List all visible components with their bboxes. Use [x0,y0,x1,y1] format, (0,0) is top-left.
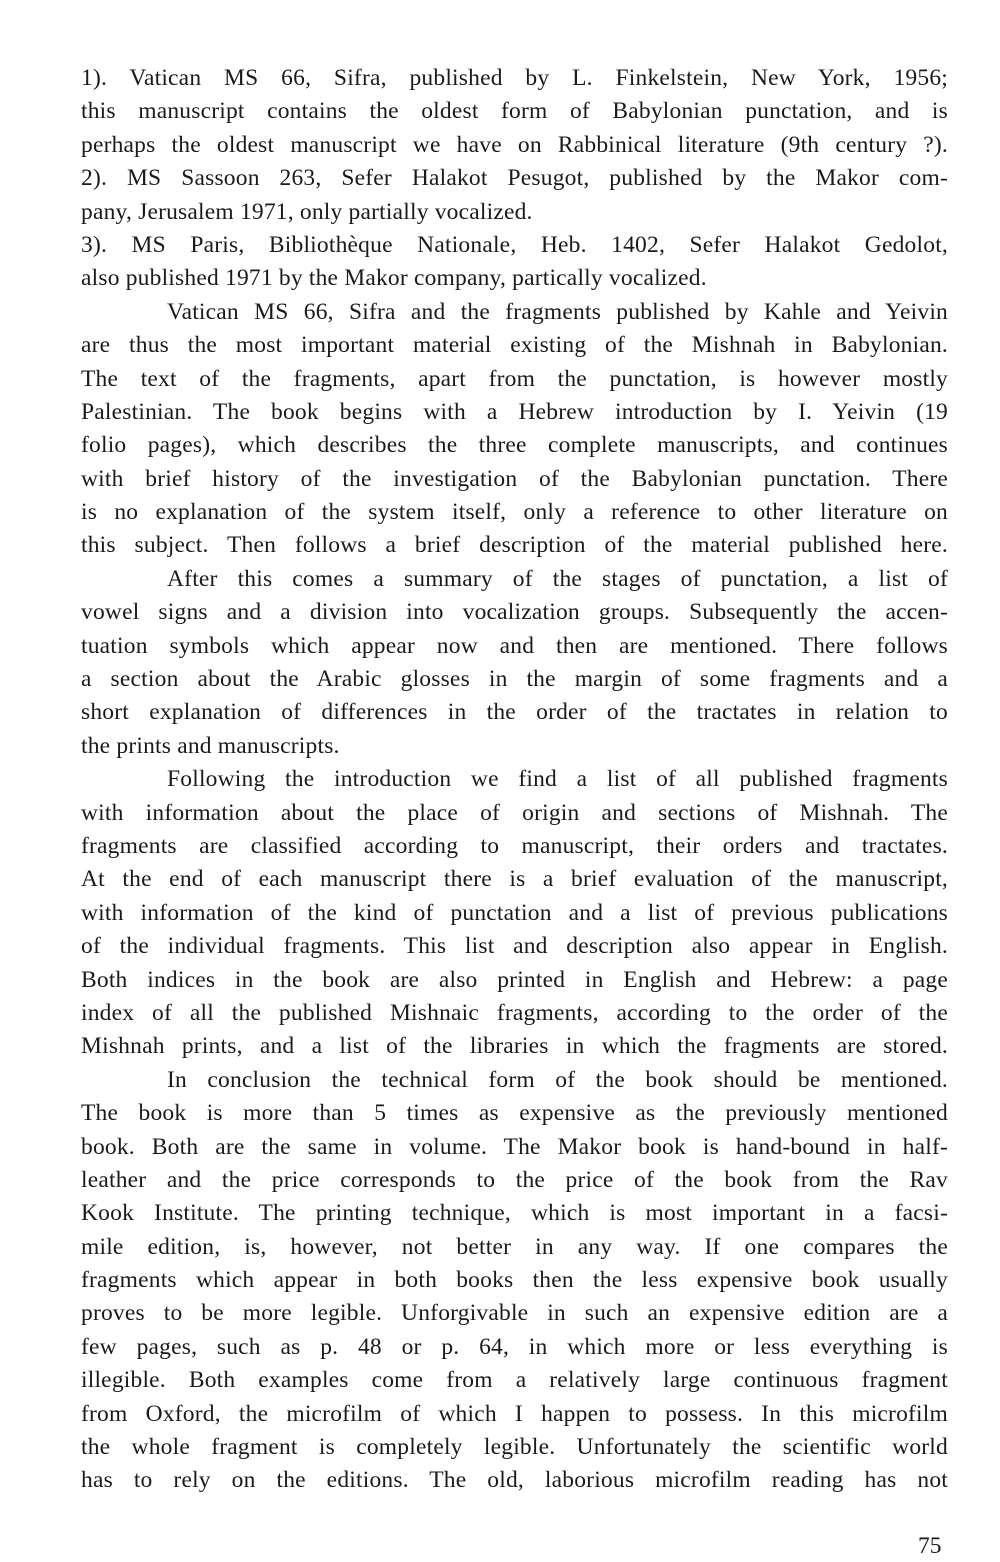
text-line: In conclusion the technical form of the book should be mentioned. [167,1066,948,1093]
text-line: of the individual fragments. This list and description also appear in English. [81,933,948,960]
text-line: 1). Vatican MS 66, Sifra, published by L. Finkelstein, New York, 1956; [81,65,948,91]
text-line: Mishnah prints, and a list of the libraries in which the fragments are stored. [81,1033,948,1060]
text-line: The text of the fragments, apart from the punctation, is however mostly [81,365,948,392]
text-line: 2). MS Sassoon 263, Sefer Halakot Pesugot, published by the Makor com- [81,165,948,192]
text-line: 3). MS Paris, Bibliothèque Nationale, Heb. 1402, Sefer Halakot Gedolot, [81,231,948,258]
text-line: Following the introduction we find a list of all published fragments [167,766,948,793]
text-line: book. Both are the same in volume. The Makor book is hand-bound in half- [81,1133,948,1160]
text-line: folio pages), which describes the three complete manuscripts, and continues [81,432,948,459]
text-line: Palestinian. The book begins with a Hebrew introduction by I. Yeivin (19 [81,398,948,425]
text-line: The book is more than 5 times as expensive as the previously mentioned [81,1100,948,1127]
text-line: tuation symbols which appear now and then are mentioned. There follows [81,632,948,659]
text-line: Both indices in the book are also printed in English and Hebrew: a page [81,966,948,993]
page-body [81,62,948,1498]
text-line: with brief history of the investigation of the Babylonian punctation. There [81,465,948,492]
text-line: leather and the price corresponds to the price of the book from the Rav [81,1166,948,1193]
text-line: illegible. Both examples come from a relatively large continuous fragment [81,1367,948,1394]
text-line: fragments which appear in both books then the less expensive book usually [81,1267,948,1294]
text-line: a section about the Arabic glosses in the margin of some fragments and a [81,666,948,693]
page-number: 75 [918,1533,942,1559]
text-line: pany, Jerusalem 1971, only partially vocalized. [81,198,533,225]
text-line: with information of the kind of punctation and a list of previous publications [81,899,948,926]
text-line: Kook Institute. The printing technique, which is most important in a facsi- [81,1200,948,1227]
text-line: this subject. Then follows a brief description of the material published here. [81,532,948,559]
text-line: also published 1971 by the Makor company, partically vocalized. [81,265,707,292]
text-line: After this comes a summary of the stages of punctation, a list of [167,565,948,592]
text-line: few pages, such as p. 48 or p. 64, in which more or less everything is [81,1333,948,1360]
text-line: are thus the most important material existing of the Mishnah in Babylonian. [81,332,948,359]
text-line: this manuscript contains the oldest form of Babylonian punctation, and is [81,98,948,125]
text-line: fragments are classified according to manuscript, their orders and tractates. [81,832,948,859]
text-line: Vatican MS 66, Sifra and the fragments published by Kahle and Yeivin [167,298,948,325]
text-line: mile edition, is, however, not better in any way. If one compares the [81,1233,948,1260]
text-line: from Oxford, the microfilm of which I happen to possess. In this microfilm [81,1400,948,1427]
text-line: perhaps the oldest manuscript we have on Rabbinical literature (9th century ?). [81,131,948,158]
text-line: with information about the place of origin and sections of Mishnah. The [81,799,948,826]
text-line: short explanation of differences in the order of the tractates in relation to [81,699,948,726]
text-line: the whole fragment is completely legible. Unfortunately the scientific world [81,1434,948,1461]
text-line: the prints and manuscripts. [81,732,340,759]
text-line: At the end of each manuscript there is a brief evaluation of the manuscript, [81,866,948,893]
text-line: vowel signs and a division into vocalization groups. Subsequently the accen- [81,599,948,626]
text-line: is no explanation of the system itself, only a reference to other literature on [81,499,948,526]
text-line: proves to be more legible. Unforgivable in such an expensive edition are a [81,1300,948,1327]
text-line: index of all the published Mishnaic fragments, according to the order of the [81,999,948,1026]
text-line: has to rely on the editions. The old, laborious microfilm reading has not [81,1467,948,1494]
